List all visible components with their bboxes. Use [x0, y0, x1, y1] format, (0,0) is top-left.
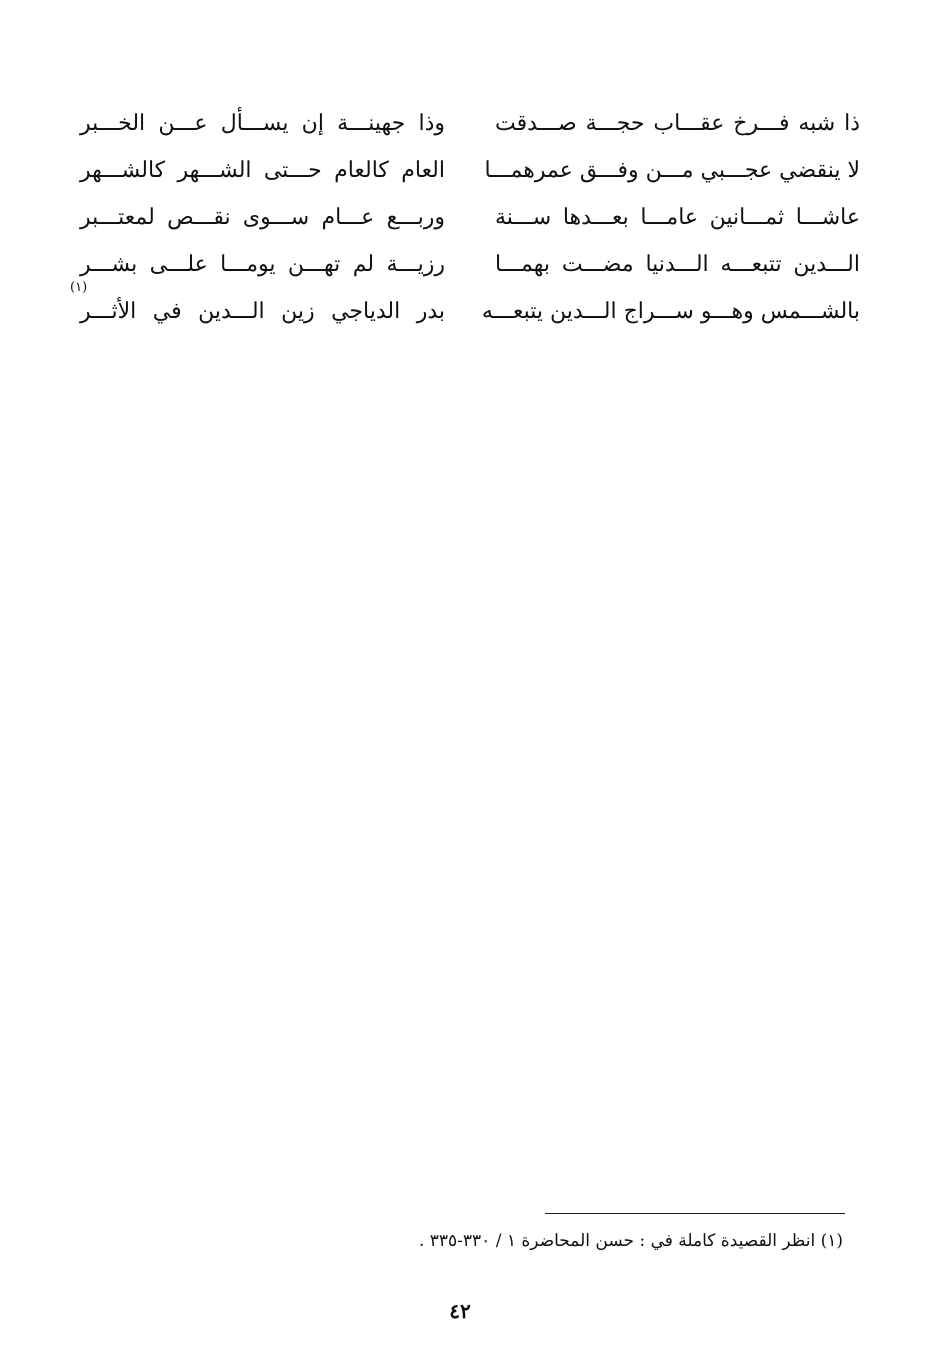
verse-first-hemistich: بالشـــمس وهـــو ســـراج الـــدين يتبعـــه: [481, 299, 860, 324]
poem-verse: [80, 147, 860, 194]
poem-verse: [70, 280, 860, 335]
poem: [70, 100, 860, 335]
verse-second-hemistich: وذا جهينـــة إن يســـأل عـــن الخـــبر: [80, 111, 445, 136]
footnote-marker[interactable]: (١): [70, 280, 88, 295]
verse-second-hemistich: رزيـــة لم تهـــن يومـــا علـــى بشـــر: [80, 252, 445, 277]
verse-first-hemistich: لا ينقضي عجـــبي مـــن وفـــق عمرهمـــا: [484, 158, 860, 183]
verse-first-hemistich: الـــدين تتبعـــه الـــدنيا مضـــت بهمـــا: [495, 252, 860, 277]
verse-second-hemistich: العام كالعام حـــتى الشـــهر كالشـــهر: [80, 158, 445, 183]
poem-verse: [80, 241, 860, 288]
footnote-separator: [545, 1213, 845, 1214]
poem-verse: [80, 100, 860, 147]
verse-first-hemistich: ذا شبه فـــرخ عقـــاب حجـــة صـــدقت: [495, 111, 860, 136]
footnote: (١) انظر القصيدة كاملة في : حسن المحاضرة ١ / ٣٣٠-٣٣٥ .: [418, 1231, 843, 1251]
verse-second-hemistich-text: بدر الدياجي زين الـــدين في الأثـــر: [80, 299, 445, 324]
verse-second-hemistich: [70, 280, 445, 335]
page-number: ٤٢: [449, 1299, 471, 1323]
verse-second-hemistich: وربـــع عـــام ســـوى نقـــص لمعتـــبر: [80, 205, 445, 230]
poem-verse: [80, 194, 860, 241]
verse-first-hemistich: عاشـــا ثمـــانين عامـــا بعـــدها ســـنة: [495, 205, 860, 230]
